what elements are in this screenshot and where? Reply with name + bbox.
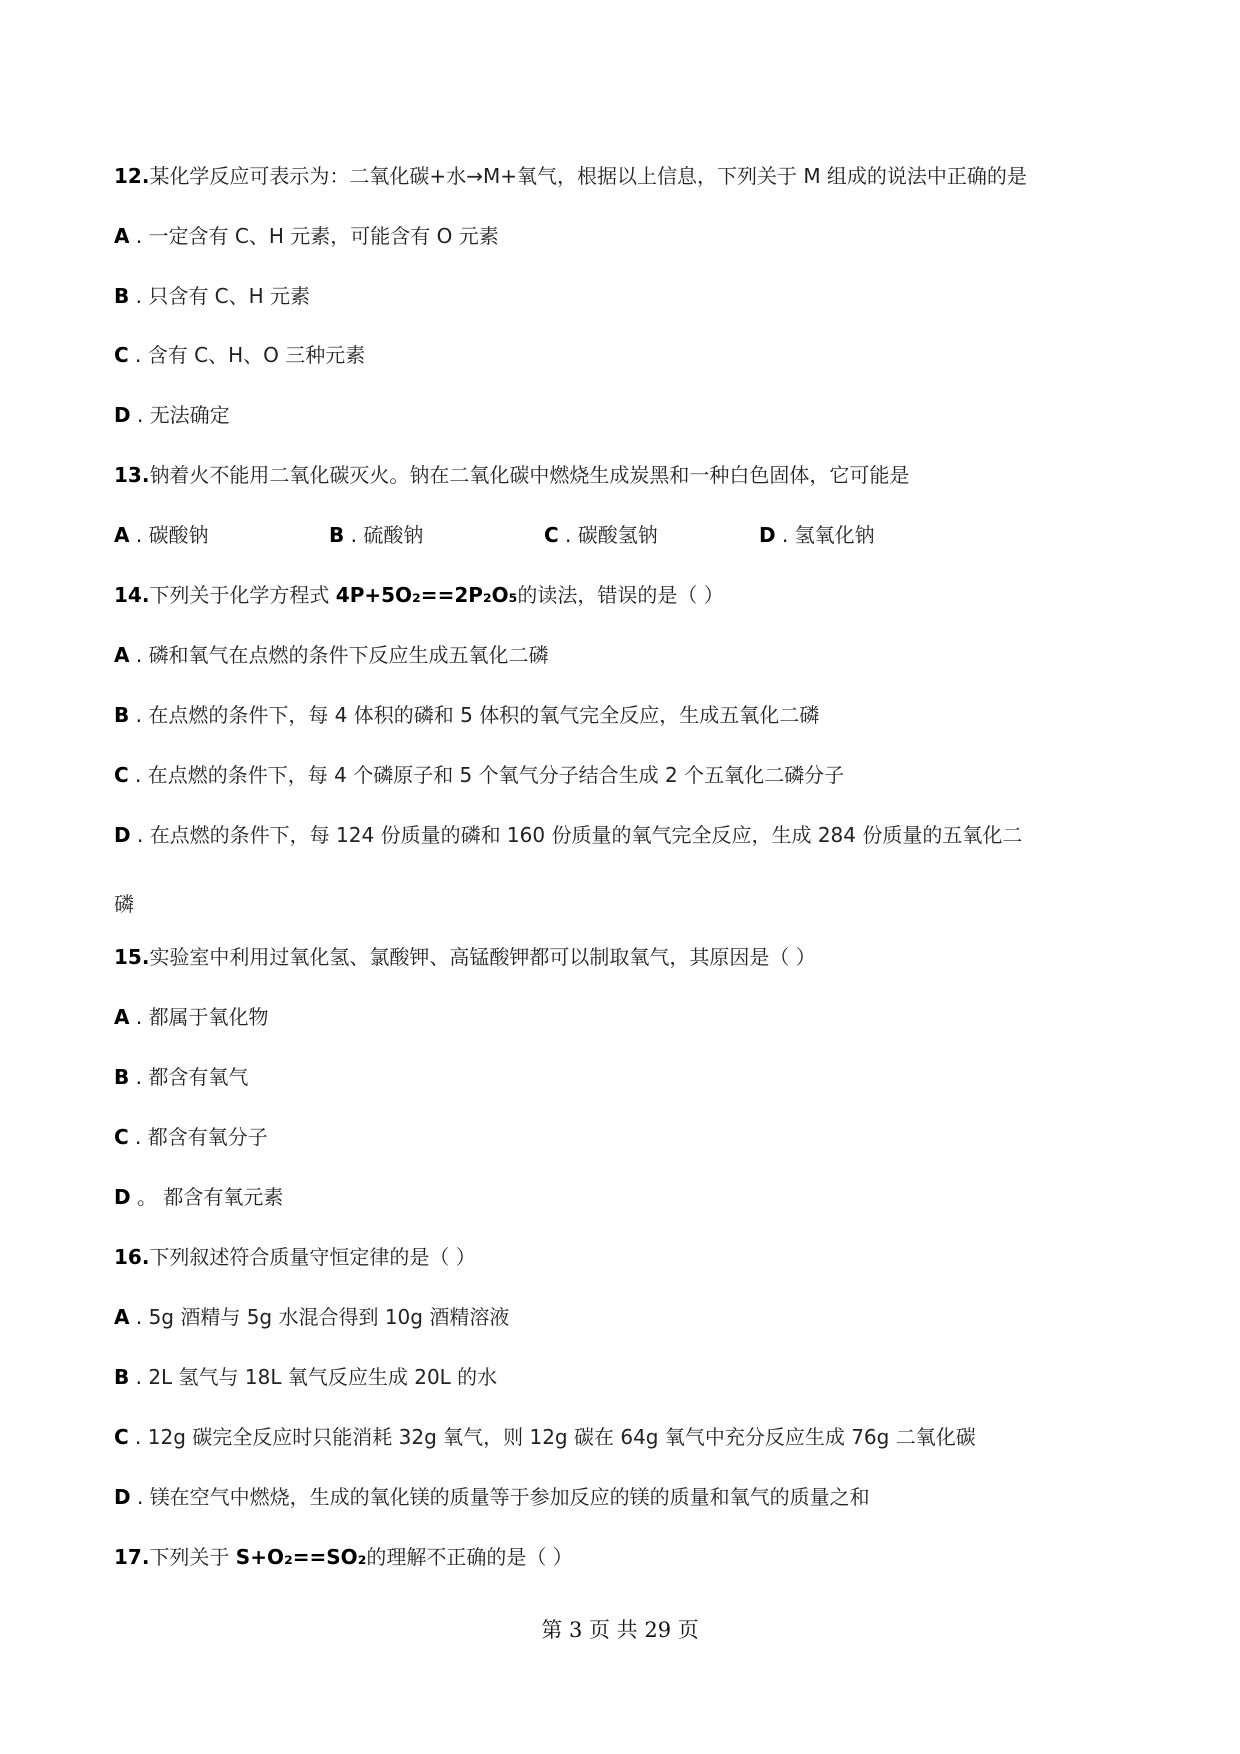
option-text: 碳酸氢钠 [577,523,658,547]
question-text-end: 的读法，错误的是（ ） [517,583,724,607]
option-letter: A [114,523,130,547]
question-14-option-d-continuation [114,890,134,918]
question-15-option-b [114,1063,248,1091]
option-letter: B [114,1065,130,1089]
option-separator: . [129,1065,149,1089]
question-text: 钠着火不能用二氧化碳灭火。钠在二氧化碳中燃烧生成炭黑和一种白色固体，它可能是 [149,463,910,487]
option-separator: . [128,343,148,367]
option-letter: D [114,823,131,847]
question-17-stem [114,1543,573,1571]
option-text: 一定含有 C、H 元素，可能含有 O 元素 [148,224,499,248]
question-14-option-c [114,761,844,789]
option-letter: D [114,1185,131,1209]
option-text: 含有 C、H、O 三种元素 [147,343,366,367]
option-separator: . [128,1425,148,1449]
option-letter: B [329,523,345,547]
option-letter: C [114,1425,129,1449]
option-separator: . [558,523,578,547]
option-separator: . [129,224,149,248]
option-text: 都属于氧化物 [148,1005,269,1029]
question-15-option-c [114,1123,268,1151]
question-number: 13. [114,463,150,487]
option-separator: . [130,823,150,847]
question-13-stem [114,461,909,489]
question-15-stem [114,943,816,971]
option-separator: . [129,1365,149,1389]
question-14-option-a [114,641,549,669]
question-number: 17. [114,1545,150,1569]
option-text: 都含有氧气 [148,1065,249,1089]
question-12-option-d [114,401,230,429]
question-16-option-c [114,1423,976,1451]
option-text: 12g 碳完全反应时只能消耗 32g 氧气，则 12g 碳在 64g 氧气中充分反应生成 76g 二氧化碳 [147,1425,976,1449]
option-text: 碳酸钠 [148,523,209,547]
option-letter: C [544,523,559,547]
option-text: 都含有氧分子 [147,1125,268,1149]
option-letter: D [114,1485,131,1509]
question-text: 下列关于 [149,1545,236,1569]
option-text: 都含有氧元素 [163,1185,284,1209]
question-14-option-d [114,821,1022,849]
question-14-option-b [114,701,819,729]
option-text: 氢氧化钠 [794,523,875,547]
option-text: 镁在空气中燃烧，生成的氧化镁的质量等于参加反应的镁的质量和氧气的质量之和 [149,1485,870,1509]
question-12-option-c [114,341,365,369]
option-separator: . [129,1305,149,1329]
question-text: 实验室中利用过氧化氢、氯酸钾、高锰酸钾都可以制取氧气，其原因是（ ） [149,945,816,969]
question-number: 12. [114,164,150,188]
chemical-equation: 4P+5O₂==2P₂O₅ [335,583,518,607]
option-text: 5g 酒精与 5g 水混合得到 10g 酒精溶液 [148,1305,510,1329]
option-text: 无法确定 [149,403,230,427]
question-number: 15. [114,945,150,969]
chemical-equation: S+O₂==SO₂ [235,1545,367,1569]
option-letter: A [114,224,130,248]
question-15-option-d [114,1183,283,1211]
option-letter: A [114,1305,130,1329]
option-separator: . [128,763,148,787]
option-separator: . [344,523,364,547]
question-13-options-row [114,521,1114,549]
page-footer: 第 3 页 共 29 页 [541,1618,699,1642]
question-13-option-a [114,521,209,549]
question-16-option-a [114,1303,509,1331]
question-number: 14. [114,583,150,607]
question-13-option-b [329,521,423,549]
question-13-option-c [544,521,658,549]
option-text: 硫酸钠 [363,523,424,547]
option-letter: D [114,403,131,427]
option-letter: B [114,1365,130,1389]
question-text-end: 的理解不正确的是（ ） [366,1545,573,1569]
question-15-option-a [114,1003,269,1031]
option-letter: C [114,1125,129,1149]
option-text: 在点燃的条件下，每 4 个磷原子和 5 个氧气分子结合生成 2 个五氧化二磷分子 [147,763,845,787]
option-separator: . [129,703,149,727]
option-separator: . [128,1125,148,1149]
option-separator: . [129,1005,149,1029]
option-text-continuation: 磷 [114,892,134,916]
option-text: 在点燃的条件下，每 124 份质量的磷和 160 份质量的氧气完全反应，生成 284 份质量的五氧化二 [149,823,1023,847]
question-12-option-b [114,282,310,310]
question-text: 下列关于化学方程式 [149,583,336,607]
option-separator: 。 [130,1185,164,1209]
question-text: 某化学反应可表示为：二氧化碳+水→M+氧气，根据以上信息，下列关于 M 组成的说法中正确的是 [149,164,1027,188]
question-16-stem [114,1243,476,1271]
option-text: 只含有 C、H 元素 [148,284,311,308]
option-letter: B [114,284,130,308]
option-separator: . [130,403,150,427]
option-text: 磷和氧气在点燃的条件下反应生成五氧化二磷 [148,643,549,667]
option-separator: . [129,643,149,667]
question-12-stem [114,162,1027,190]
option-letter: A [114,643,130,667]
question-text: 下列叙述符合质量守恒定律的是（ ） [149,1245,476,1269]
question-number: 16. [114,1245,150,1269]
option-separator: . [129,523,149,547]
question-12-option-a [114,222,499,250]
question-14-stem [114,581,724,609]
question-16-option-b [114,1363,497,1391]
option-letter: C [114,343,129,367]
question-13-option-d [759,521,875,549]
option-letter: D [759,523,776,547]
option-letter: A [114,1005,130,1029]
option-text: 在点燃的条件下，每 4 体积的磷和 5 体积的氧气完全反应，生成五氧化二磷 [148,703,820,727]
option-text: 2L 氢气与 18L 氧气反应生成 20L 的水 [148,1365,498,1389]
option-separator: . [130,1485,150,1509]
option-letter: C [114,763,129,787]
option-separator: . [775,523,795,547]
question-16-option-d [114,1483,870,1511]
option-letter: B [114,703,130,727]
option-separator: . [129,284,149,308]
